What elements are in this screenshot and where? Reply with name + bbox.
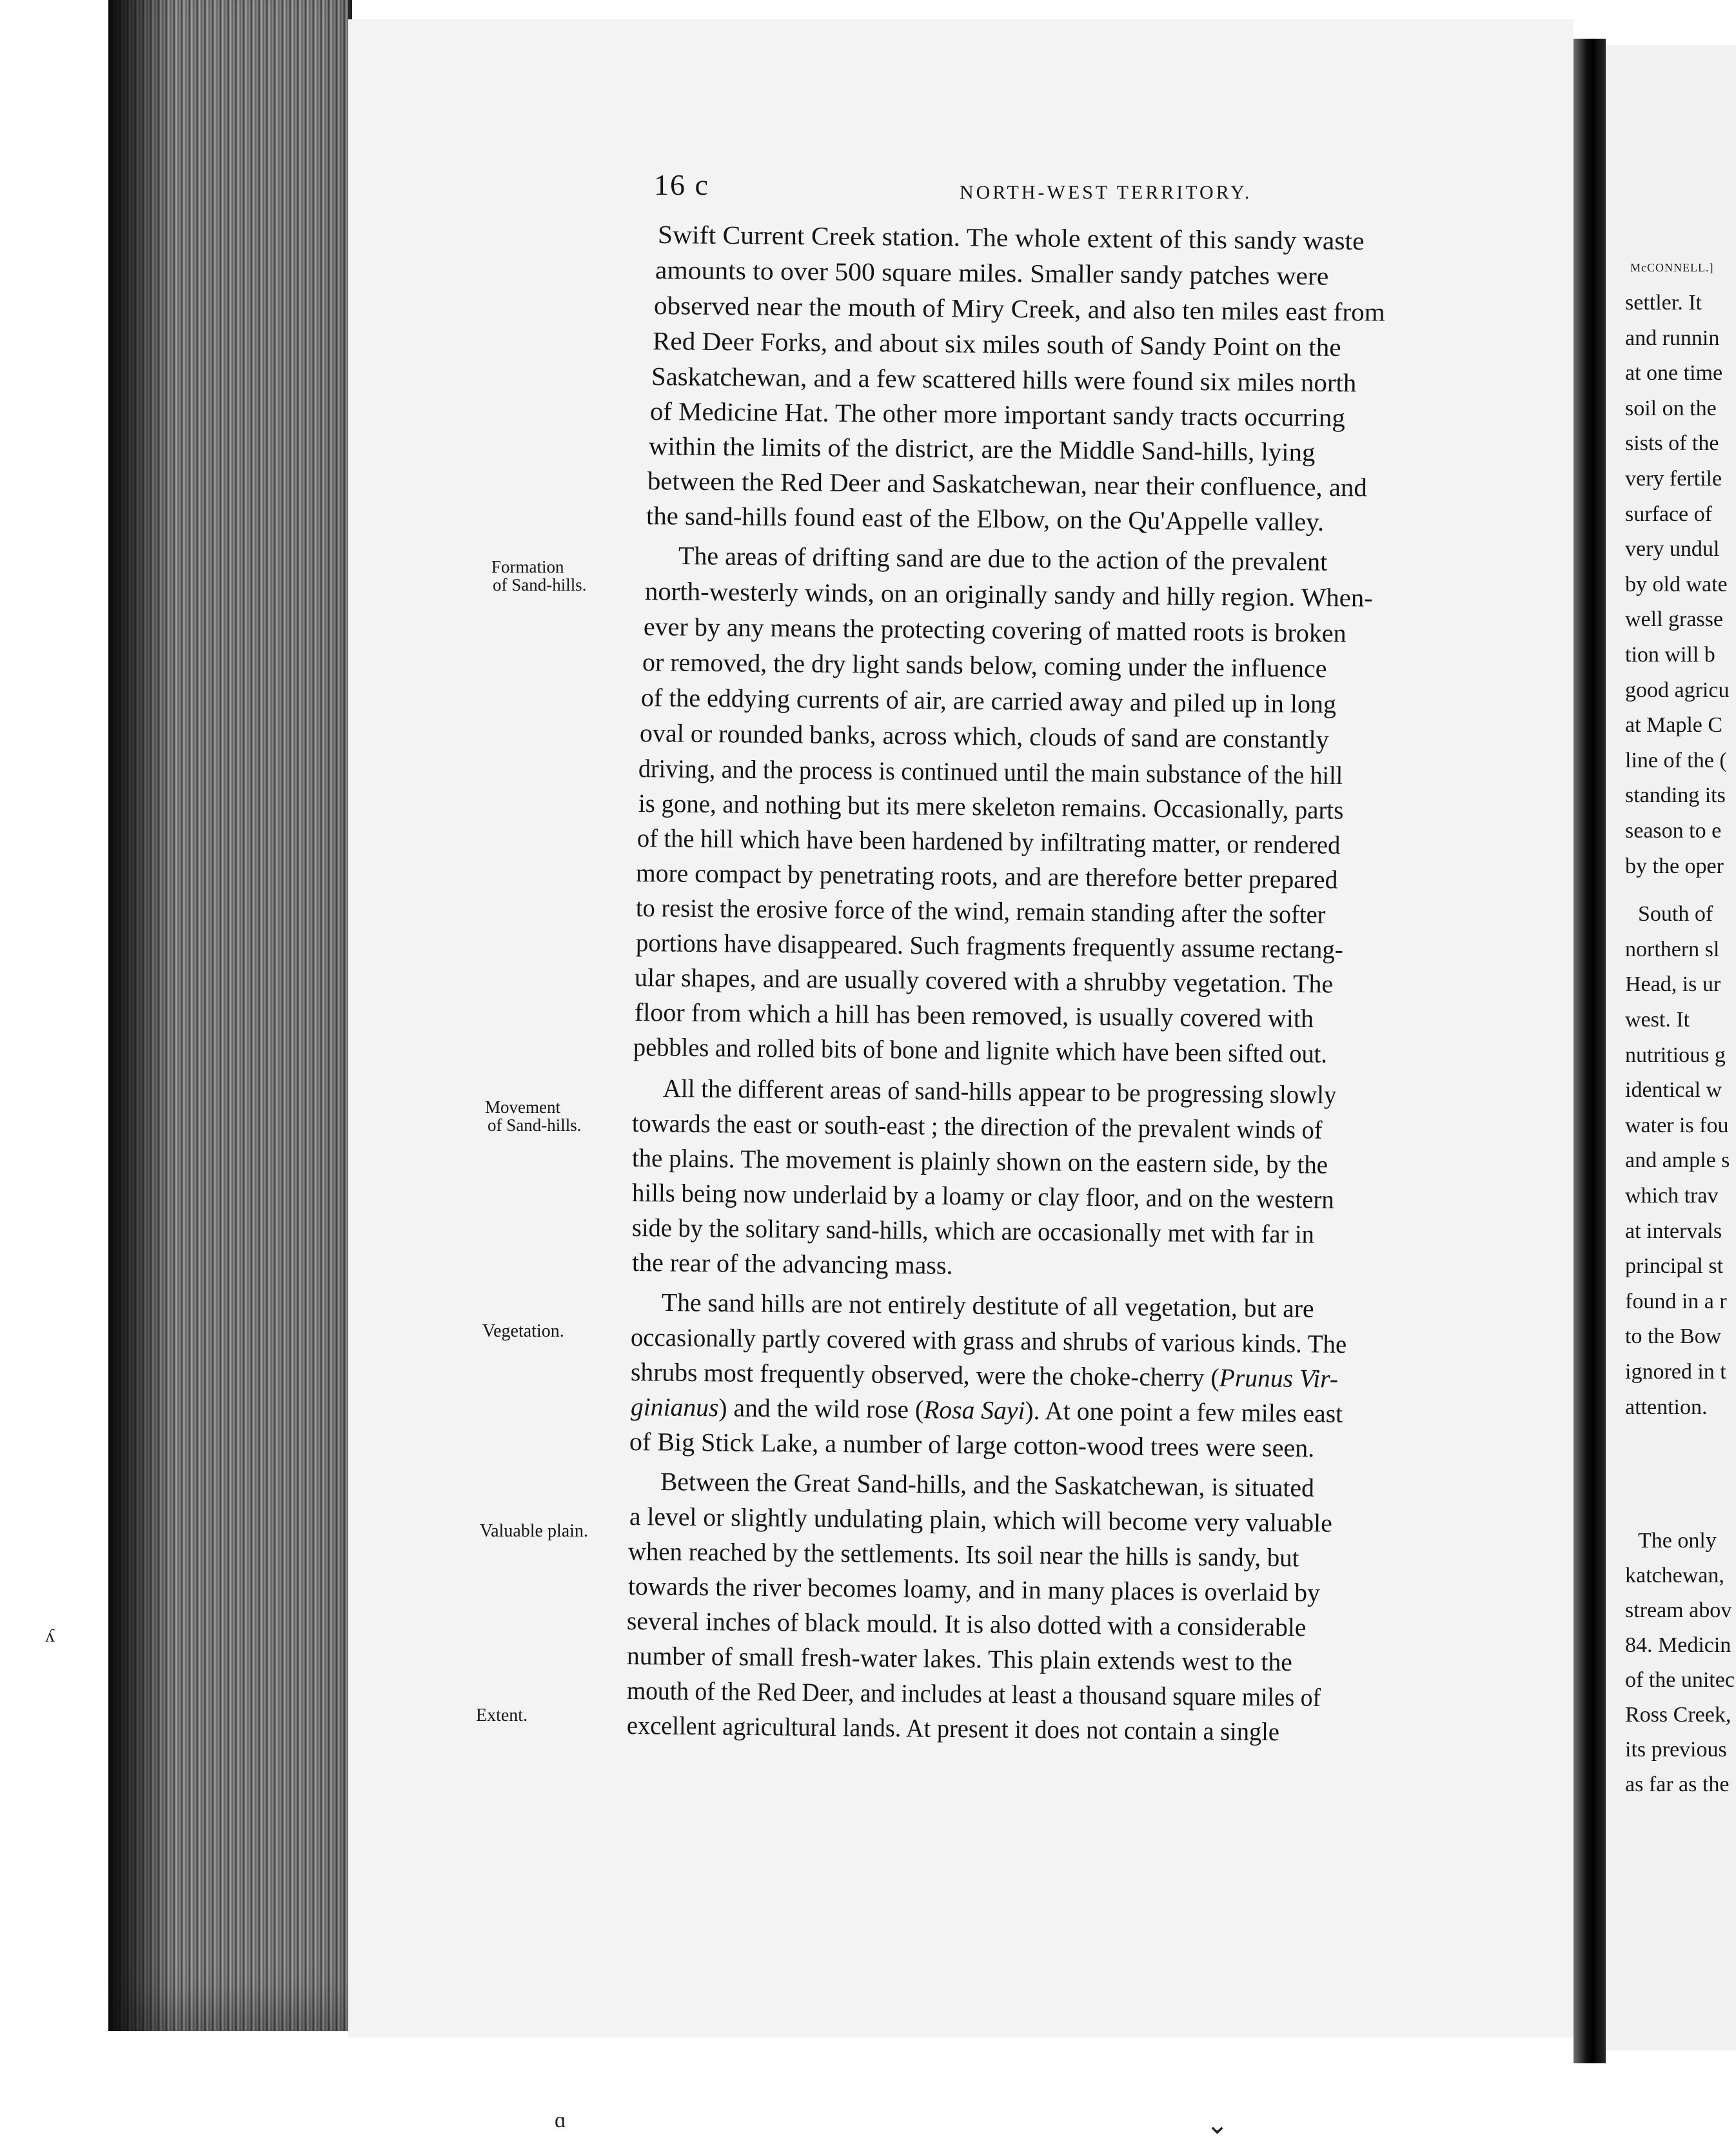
right-page-line: and runnin [1625,326,1720,350]
right-page-line: at one time [1625,361,1723,385]
body-line: of Big Stick Lake, a number of large cotton-wood trees were seen. [629,1427,1315,1463]
right-page-line: its previous [1625,1738,1727,1762]
right-page-line: by the oper [1625,854,1724,878]
right-page-line: very fertile [1625,467,1722,491]
right-page-line: settler. It [1625,291,1702,315]
margin-note-movement-line1: Movement [485,1097,560,1117]
body-line: is gone, and nothing but its mere skeleton remains. Occasionally, parts [638,789,1344,825]
right-page-line: well grasse [1625,607,1724,631]
right-page-line: which trav [1625,1184,1719,1208]
body-line: more compact by penetrating roots, and are therefore better prepared [635,858,1338,894]
margin-note-movement-line2: of Sand-hills. [488,1115,582,1135]
right-page-line: nutritious g [1625,1043,1726,1067]
body-line: hills being now underlaid by a loamy or clay floor, and on the western [631,1178,1335,1214]
right-page-line: west. It [1625,1008,1690,1032]
right-page-line: at intervals [1625,1219,1722,1243]
body-line: of Medicine Hat. The other more important sandy tracts occurring [649,397,1346,433]
margin-note-vegetation: Vegetation. [482,1321,564,1341]
body-line: The areas of drifting sand are due to the action of the prevalent [678,541,1328,576]
right-page-line: 84. Medicin [1625,1633,1731,1657]
body-line: towards the east or south-east ; the direction of the prevalent winds of [631,1108,1323,1144]
latin-name-prunus: Prunus Vir- [1219,1362,1339,1393]
right-page-line: principal st [1625,1254,1724,1278]
right-page-line: tion will b [1625,643,1715,667]
right-page-line: good agricu [1625,678,1730,702]
right-page-line: Head, is ur [1625,972,1721,996]
right-page-line: surface of [1625,502,1712,526]
body-line: excellent agricultural lands. At present it does not contain a single [626,1711,1280,1747]
right-page-line: Ross Creek, [1625,1703,1731,1727]
body-line: observed near the mouth of Miry Creek, and also ten miles east from [653,291,1386,327]
margin-note-valuable-plain: Valuable plain. [480,1521,588,1541]
latin-name-rosa: Rosa Sayi [923,1395,1025,1425]
body-line: All the different areas of sand-hills appear to be progressing slowly [662,1074,1337,1110]
right-page-line: by old wate [1625,573,1728,596]
body-line: Saskatchewan, and a few scattered hills were found six miles north [651,362,1357,398]
right-page-line: South of [1638,902,1713,926]
body-line-segment: shrubs most frequently observed, were the choke-cherry ( [630,1357,1219,1392]
right-page-line: found in a r [1625,1290,1727,1313]
body-line: or removed, the dry light sands below, coming under the influence [642,647,1327,683]
body-line: driving, and the process is continued until the main substance of the hill [638,754,1343,791]
right-page-line: katchewan, [1625,1564,1724,1587]
body-line: Red Deer Forks, and about six miles south of Sandy Point on the [652,326,1341,362]
body-line: portions have disappeared. Such fragments frequently assume rectang- [635,928,1343,964]
body-line: side by the solitary sand-hills, which are occasionally met with far in [631,1213,1315,1249]
body-line: Between the Great Sand-hills, and the Saskatchewan, is situated [660,1467,1315,1502]
right-page-line: at Maple C [1625,713,1723,737]
right-page-line: soil on the [1625,397,1717,420]
body-line: the sand-hills found east of the Elbow, on the Qu'Appelle valley. [646,501,1325,536]
body-line: The sand hills are not entirely destitute of all vegetation, but are [661,1288,1314,1323]
body-line-segment: ). At one point a few miles east [1025,1395,1343,1428]
body-line: within the limits of the district, are the Middle Sand-hills, lying [648,431,1316,467]
body-line-segment: ) and the wild rose ( [718,1393,924,1424]
margin-note-formation-line1: Formation [491,557,564,576]
right-page-header: McCONNELL.] [1630,261,1714,274]
body-line: mouth of the Red Deer, and includes at least a thousand square miles of [626,1676,1321,1712]
body-line: of the hill which have been hardened by infiltrating matter, or rendered [636,823,1341,859]
right-page-line: season to e [1625,819,1722,843]
body-line: towards the river becomes loamy, and in many places is overlaid by [627,1571,1321,1607]
margin-note-extent: Extent. [476,1705,528,1725]
body-line: floor from which a hill has been removed, is usually covered with [634,997,1314,1034]
margin-note-formation-line2: of Sand-hills. [493,575,587,594]
right-page-line: as far as the [1625,1773,1730,1796]
right-page-line: water is fou [1625,1114,1729,1137]
scan-speck-mark: ⌄ [1206,2110,1229,2140]
body-line: when reached by the settlements. Its soil near the hills is sandy, but [627,1537,1299,1573]
right-page-fragment [1606,45,1736,2050]
right-page-line: stream abov [1625,1598,1732,1622]
right-page-line: northern sl [1625,938,1720,961]
right-page-line: of the unitec [1625,1668,1735,1692]
scan-speck-mark: ɑ [555,2108,566,2132]
right-page-line: very undul [1625,537,1720,561]
body-line: Swift Current Creek station. The whole extent of this sandy waste [657,220,1365,256]
page-number: 16 c [654,168,709,201]
right-page-line: line of the ( [1625,749,1727,772]
body-line: several inches of black mould. It is also dotted with a considerable [626,1606,1307,1642]
book-gutter [1573,39,1606,2063]
body-line: ular shapes, and are usually covered with a shrubby vegetation. The [634,963,1334,999]
right-page-line: standing its [1625,783,1726,807]
body-line: oval or rounded banks, across which, clouds of sand are constantly [639,718,1329,754]
body-line: between the Red Deer and Saskatchewan, near their confluence, and [647,466,1368,502]
body-line: occasionally partly covered with grass and shrubs of various kinds. The [630,1322,1347,1359]
body-line: to resist the erosive force of the wind, remain standing after the softer [635,893,1326,929]
body-line: the plains. The movement is plainly shown on the eastern side, by the [631,1143,1328,1179]
body-line: number of small fresh-water lakes. This plain extends west to the [626,1641,1293,1677]
body-line: of the eddying currents of air, are carried away and piled up in long [640,683,1337,719]
scan-speck-mark: ʎ [45,1625,55,1646]
right-page-line: and ample s [1625,1148,1730,1172]
body-line: north-westerly winds, on an originally sandy and hilly region. When- [644,576,1374,613]
body-line: ever by any means the protecting covering of matted roots is broken [643,612,1346,648]
body-line: a level or slightly undulating plain, which will become very valuable [629,1502,1332,1538]
book-edge-shadow [108,0,173,2031]
right-page-line: ignored in t [1625,1360,1726,1384]
running-title: NORTH-WEST TERRITORY. [960,182,1252,203]
body-line: the rear of the advancing mass. [631,1248,953,1280]
right-page-line: identical w [1625,1078,1722,1102]
right-page-line: The only [1638,1529,1717,1553]
right-page-line: to the Bow [1625,1324,1722,1348]
body-line: amounts to over 500 square miles. Smaller sandy patches were [655,255,1329,291]
latin-name-prunus-cont: ginianus [630,1392,719,1422]
right-page-line: sists of the [1625,431,1719,455]
body-line: pebbles and rolled bits of bone and lignite which have been sifted out. [633,1032,1328,1068]
right-page-line: attention. [1625,1395,1708,1419]
